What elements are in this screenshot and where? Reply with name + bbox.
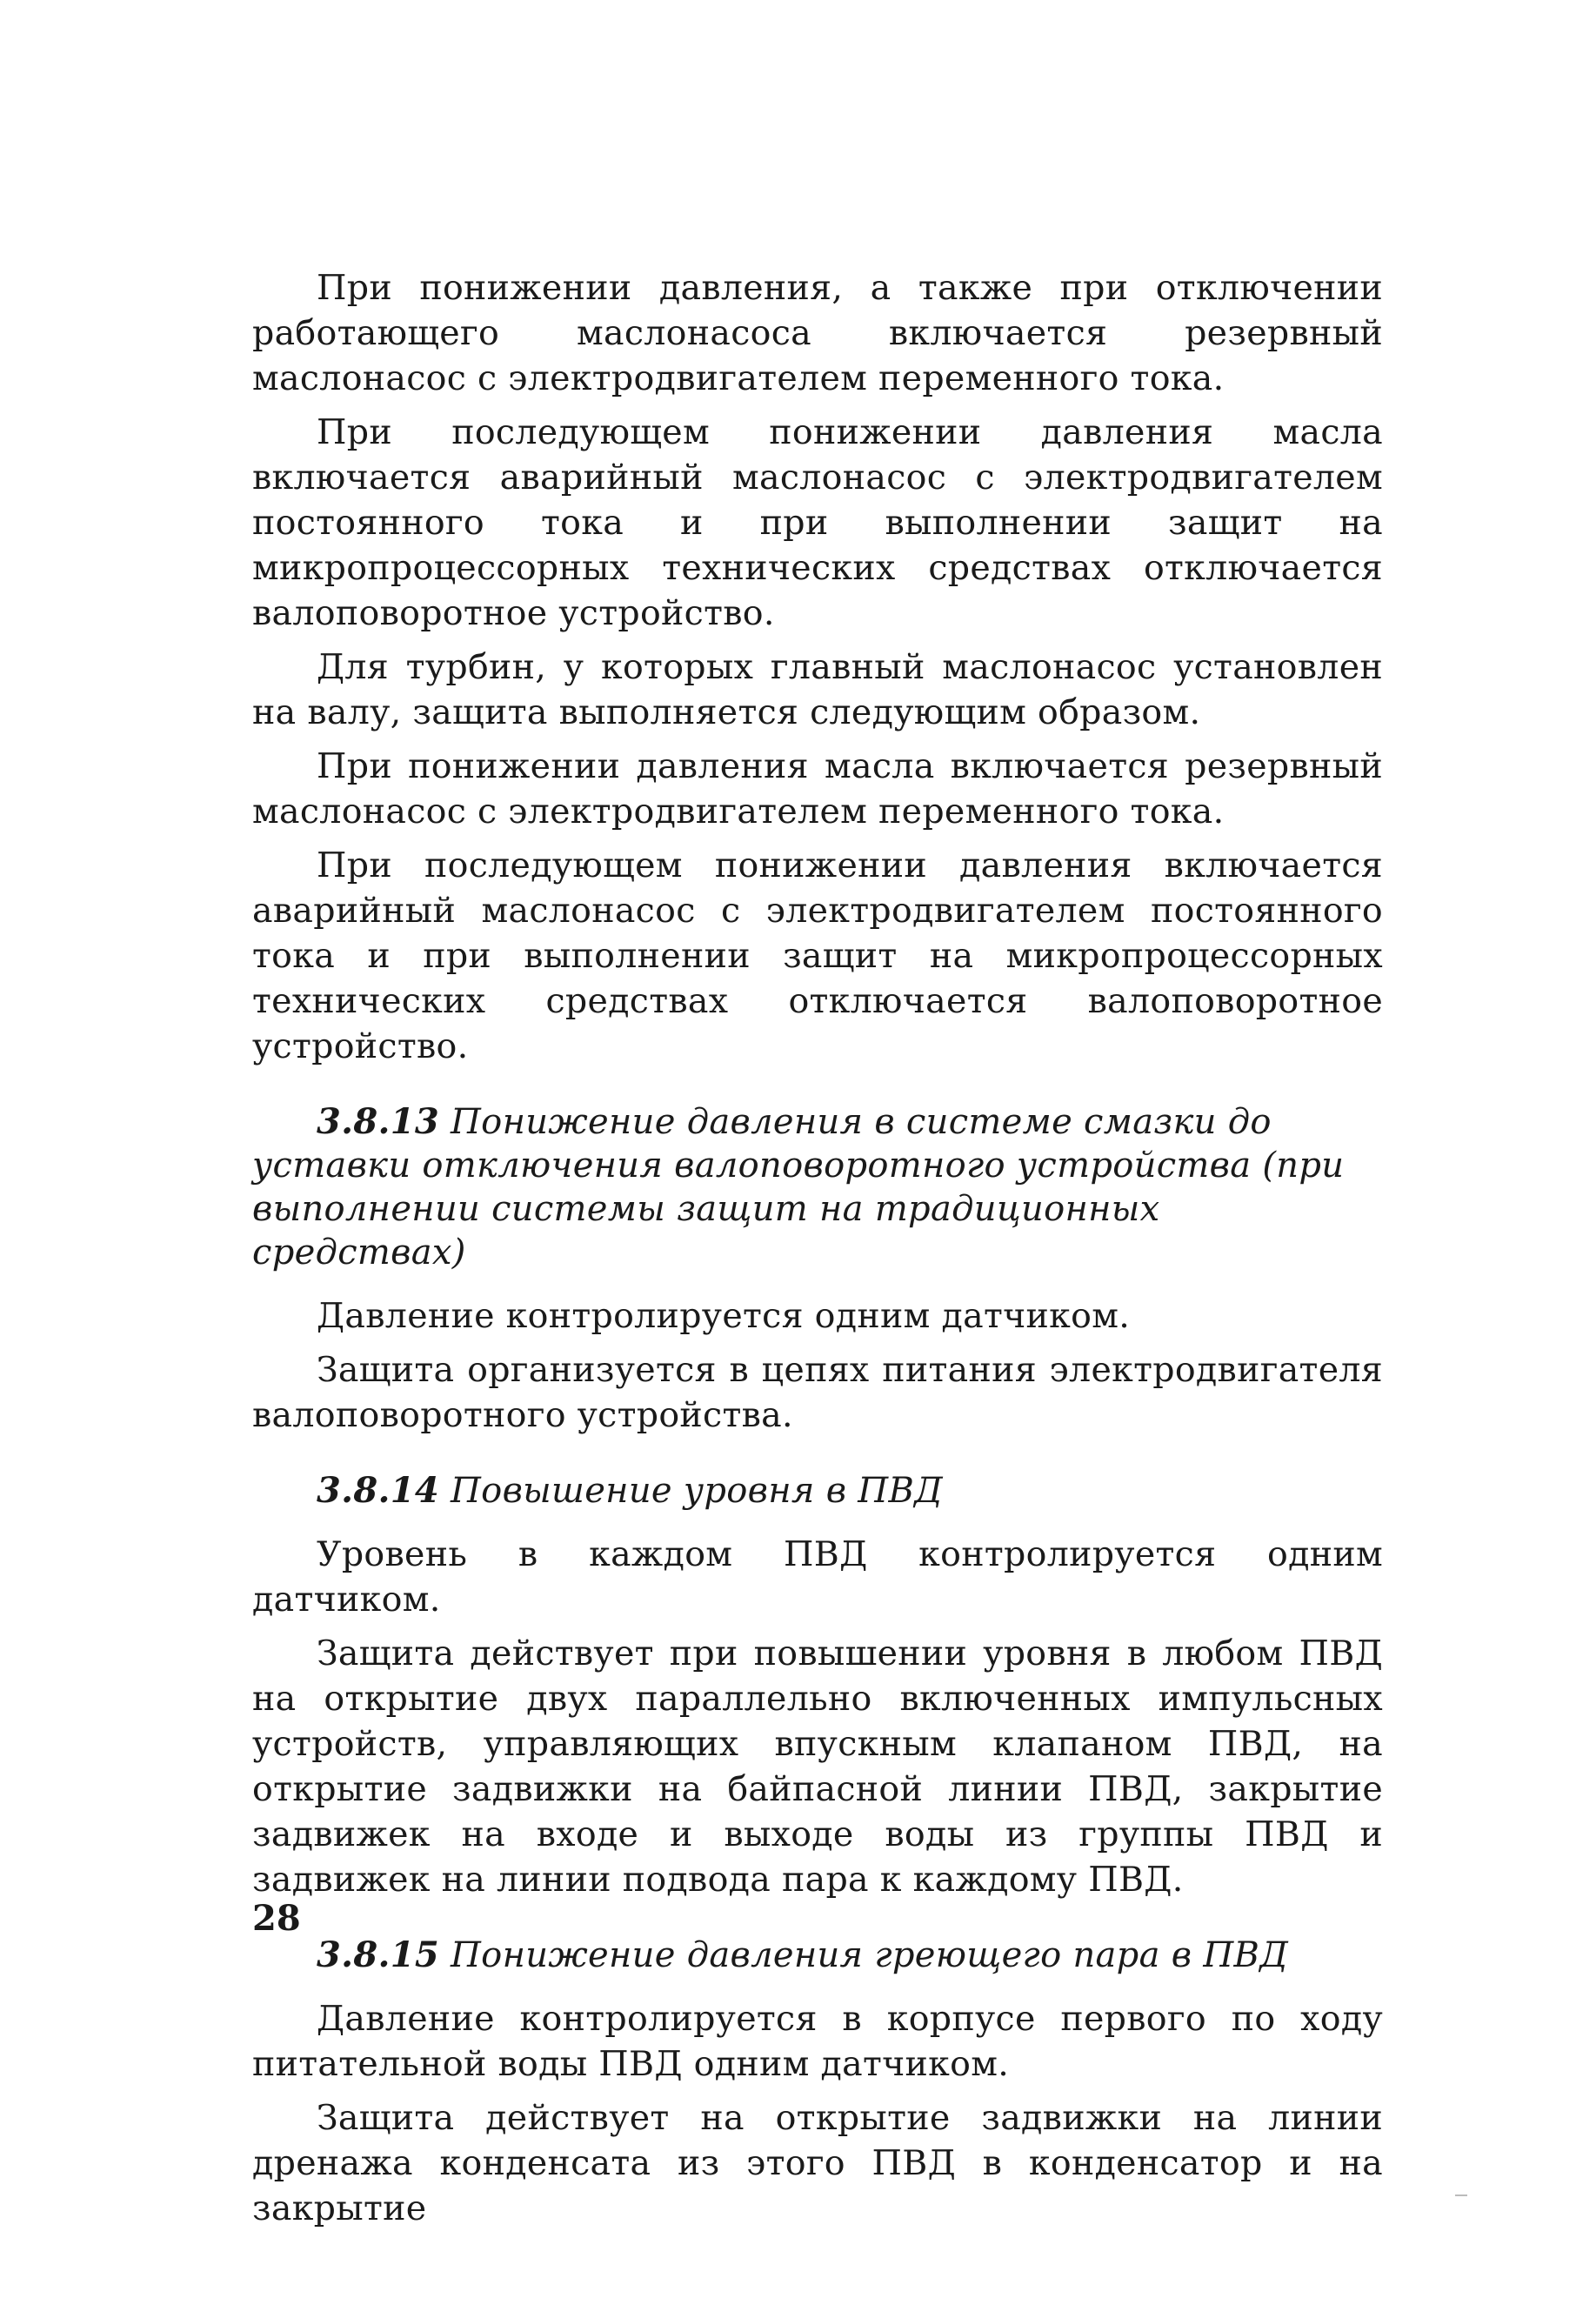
- paragraph: Давление контролируется в корпусе первого по ходу питательной воды ПВД одним датчиком.: [252, 1999, 1383, 2084]
- section-title: Повышение уровня в ПВД: [451, 1471, 943, 1511]
- section-title: Понижение давления в системе смазки до уставки отключения валоповоротного устройства (при выполнении системы защит на традиционных средствах): [252, 1102, 1345, 1273]
- paragraph: Для турбин, у которых главный маслонасос установлен на валу, защита выполняется следующим образом.: [252, 647, 1383, 732]
- section-number: 3.8.14: [317, 1470, 439, 1511]
- paragraph: При понижении давления, а также при отключении работающего маслонасоса включается резервный маслонасос с электродвигателем переменного тока.: [252, 268, 1383, 398]
- paragraph: Уровень в каждом ПВД контролируется одним датчиком.: [252, 1534, 1383, 1620]
- section-heading-3-8-13: [252, 1100, 1383, 1274]
- paragraph: При последующем понижении давления масла включается аварийный маслонасос с электродвигателем постоянного тока и при выполнении защит на микропроцессорных технических средствах отключается валоповоротное устройство.: [252, 412, 1383, 633]
- scan-mark: [1455, 2194, 1467, 2196]
- page-body: [252, 265, 1383, 2240]
- paragraph: Защита действует на открытие задвижки на линии дренажа конденсата из этого ПВД в конденсатор и на закрытие: [252, 2098, 1383, 2228]
- page-number: 28: [252, 1898, 301, 1939]
- paragraph: Защита организуется в цепях питания электродвигателя валоповоротного устройства.: [252, 1350, 1383, 1435]
- section-title: Понижение давления греющего пара в ПВД: [451, 1935, 1289, 1975]
- paragraph: При последующем понижении давления включается аварийный маслонасос с электродвигателем постоянного тока и при выполнении защит на микропроцессорных технических средствах отключается валоповоротное устройство.: [252, 845, 1383, 1066]
- paragraph: При понижении давления масла включается резервный маслонасос с электродвигателем переменного тока.: [252, 746, 1383, 832]
- paragraph: Давление контролируется одним датчиком.: [317, 1296, 1131, 1336]
- paragraph: Защита действует при повышении уровня в любом ПВД на открытие двух параллельно включенных импульсных устройств, управляющих впускным клапаном ПВД, на открытие задвижки на байпасной линии ПВД, закрытие задвижек на входе и выходе воды из группы ПВД и задвижек на линии подвода пара к каждому ПВД.: [252, 1633, 1383, 1900]
- section-heading-3-8-15: [252, 1934, 1383, 1977]
- section-number: 3.8.13: [317, 1101, 439, 1142]
- section-heading-3-8-14: [252, 1469, 1383, 1513]
- section-number: 3.8.15: [317, 1934, 439, 1975]
